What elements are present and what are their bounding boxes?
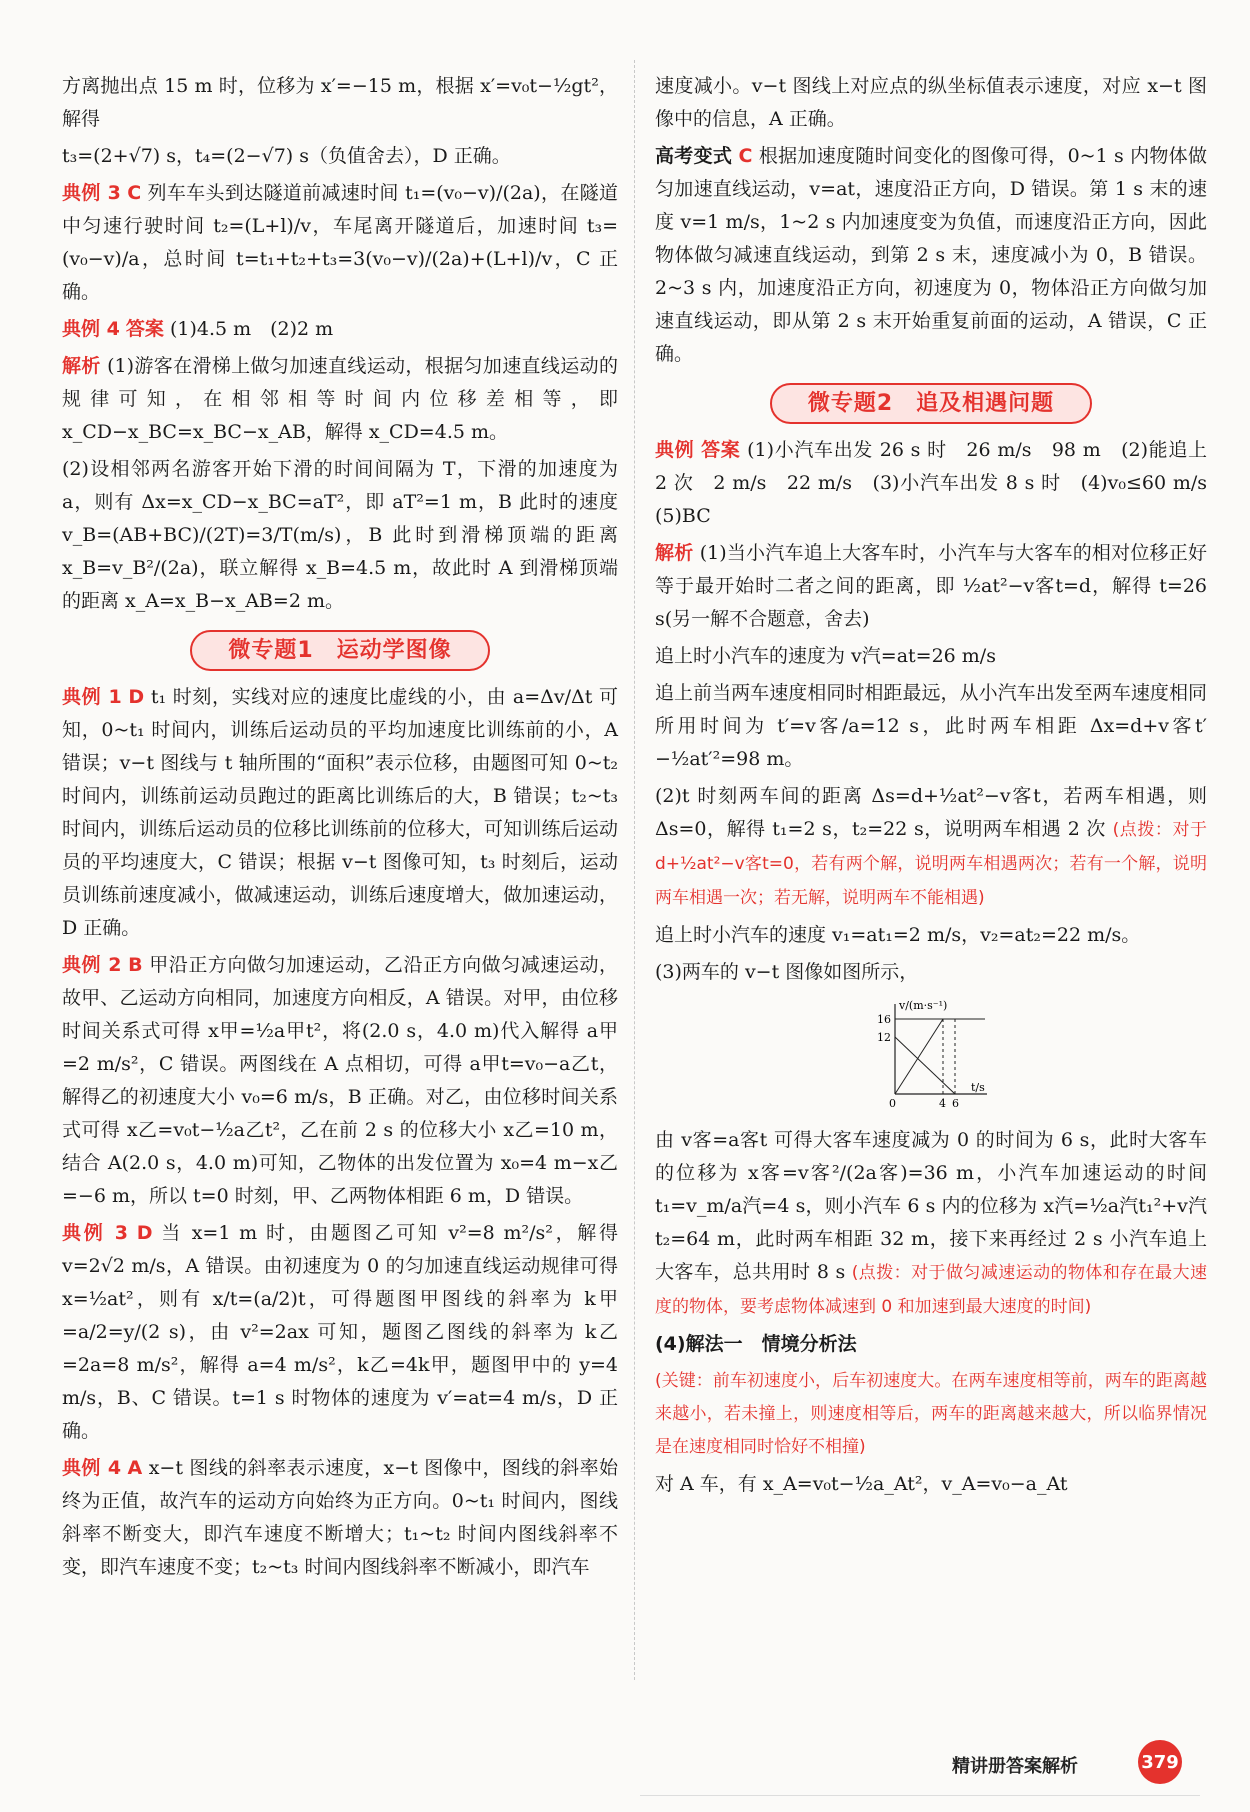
footer-title: 精讲册答案解析 <box>952 1756 1078 1777</box>
vt-graph-tick-6: 6 <box>952 1097 959 1109</box>
d1-answer: D <box>128 686 145 708</box>
variant-answer: C <box>738 145 753 167</box>
section-banner-2-title: 微专题2 追及相遇问题 <box>770 383 1092 424</box>
left-p1: t₃=(2+√7) s，t₄=(2−√7) s（负值舍去），D 正确。 <box>62 145 511 167</box>
d1-text: t₁ 时刻，实线对应的速度比虚线的小，由 a=Δv/Δt 可知，0~t₁ 时间内，训练后运动员的平均加速度比训练前的小，A 错误；v−t 图线与 t 轴所围的“面积”表示位移，由题图可知 0~t₂ 时间内，训练前运动员跑过的距离比训练后的大，B 错误；t₂~t₃ 时间内，训练后运动员的位移比训练前的位移大，可知训练后运动员的平均速度大，C 错误；根据 v−t 图像可知，t₃ 时刻后，运动员训练前速度减小，做减速运动，训练后速度增大，做加速运动，D 正确。 <box>62 686 619 939</box>
variant-text: 根据加速度随时间变化的图像可得，0~1 s 内物体做匀加速直线运动，v=at，速度沿正方向，D 错误。第 1 s 末的速度 v=1 m/s，1~2 s 内加速度变为负值，而速度沿正方向，因此物体做匀减速直线运动，到第 2 s 末，速度减小为 0，B 错误。2~3 s 内，加速度沿正方向，初速度为 0，物体沿正方向做匀加速直线运动，即从第 2 s 末开始重复前面的运动，A 错误，C 正确。 <box>655 145 1207 365</box>
example-3-text: 列车车头到达隧道前减速时间 t₁=(v₀−v)/(2a)，在隧道中匀速行驶时间 t₂=(L+l)/v，车尾离开隧道后，加速时间 t₃=(v₀−v)/a，总时间 t=t₁+t₂+t₃=3(v₀−v)/(2a)+(L+l)/v，C 正确。 <box>62 182 619 303</box>
d2-answer: B <box>128 954 143 976</box>
example-4-answer-label: 答案 <box>125 318 164 340</box>
d3-block <box>62 1217 618 1448</box>
d4-text: x−t 图线的斜率表示速度，x−t 图像中，图线的斜率始终为正值，故汽车的运动方向始终为正方向。0~t₁ 时间内，图线斜率不断变大，即汽车速度不断增大；t₁~t₂ 时间内图线斜率不变，即汽车速度不变；t₂~t₃ 时间内图线斜率不断减小，即汽车 <box>62 1457 618 1578</box>
solution-8: (4)解法一 情境分析法 <box>655 1333 857 1355</box>
solution-5: 追上时小汽车的速度 v₁=at₁=2 m/s，v₂=at₂=22 m/s。 <box>655 924 1141 946</box>
example-4-answer: (1)4.5 m (2)2 m <box>169 318 334 340</box>
example-heading: 典例 <box>655 439 695 461</box>
column-divider <box>634 60 635 1680</box>
hint-note-1: (点拨：对于 d+½at²−v客t=0，若有两个解，说明两车相遇两次；若有一个解，说明两车相遇一次；若无解，说明两车不能相遇) <box>655 820 1207 908</box>
vt-graph-car-line <box>895 1019 943 1094</box>
d1-heading: 典例 1 <box>62 686 122 708</box>
vt-graph-tick-0: 0 <box>889 1097 896 1109</box>
solution-4-text: (2)t 时刻两车间的距离 Δs=d+½at²−v客t，若两车相遇，则 Δs=0，解得 t₁=2 s，t₂=22 s，说明两车相遇 2 次 <box>655 785 1207 840</box>
example-answer: (1)小汽车出发 26 s 时 26 m/s 98 m (2)能追上 2 次 2 m/s 22 m/s (3)小汽车出发 8 s 时 (4)v₀≤60 m/s (5)BC <box>655 439 1227 527</box>
example-4-analysis-1 <box>62 350 618 449</box>
d3-text: 当 x=1 m 时，由题图乙可知 v²=8 m²/s²，解得 v=2√2 m/s，A 错误。由初速度为 0 的匀加速直线运动规律可得 x=½at²，则有 x/t=(a/2)t，可得题图甲图线的斜率为 k甲=a/2=y/(2 s)，由 v²=2ax 可知，题图乙图线的斜率为 k乙=2a=8 m/s²，解得 a=4 m/s²，k乙=4k甲，题图甲中的 y=4 m/s，B、C 错误。t=1 s 时物体的速度为 v′=at=4 m/s，D 正确。 <box>62 1222 618 1442</box>
example-answer-label: 答案 <box>701 439 741 461</box>
d4-block <box>62 1452 618 1584</box>
section-banner-1-title: 微专题1 运动学图像 <box>190 630 489 671</box>
solution-7-text: 由 v客=a客t 可得大客车速度减为 0 的时间为 6 s，此时大客车的位移为 x客=v客²/(2a客)=36 m，小汽车加速运动的时间 t₁=v_m/a汽=4 s，则小汽车 6 s 内的位移为 x汽=½a汽t₁²+v汽t₂=64 m，此时两车相距 32 m，接下来再经过 2 s 小汽车追上大客车，总共用时 8 s <box>655 1129 1207 1283</box>
example-4-answer-line <box>62 313 618 346</box>
vt-graph-y-label: v/(m·s⁻¹) <box>899 999 948 1012</box>
vt-graph-bus-line <box>895 1037 955 1094</box>
example-3-heading: 典例 3 <box>62 182 121 204</box>
example-4-analysis-2: (2)设相邻两名游客开始下滑的时间间隔为 T，下滑的加速度为 a，则有 Δx=x_CD−x_BC=aT²，即 aT²=1 m，B 此时的速度 v_B=(AB+BC)/(2T)=3/T(m/s)，B 此时到滑梯顶端的距离 x_B=v_B²/(2a)，联立解得 x_B=4.5 m，故此时 A 到滑梯顶端的距离 x_A=x_B−x_AB=2 m。 <box>62 458 618 612</box>
key-note-3: (关键：前车初速度小，后车初速度大。在两车速度相等前，两车的距离越来越小，若未撞上，则速度相等后，两车的距离越来越大，所以临界情况是在速度相同时恰好不相撞) <box>655 1371 1207 1457</box>
variant-block <box>655 140 1207 371</box>
example-4-heading: 典例 4 <box>62 318 120 340</box>
page-number-badge: 379 <box>1138 1740 1182 1784</box>
vt-graph-tick-16: 16 <box>877 1013 891 1026</box>
section-banner-2 <box>655 383 1207 424</box>
solution-1-text: (1)当小汽车追上大客车时，小汽车与大客车的相对位移正好等于最开始时二者之间的距离，即 ½at²−v客t=d，解得 t=26 s(另一解不合题意，舍去) <box>655 542 1207 630</box>
d3-answer: D <box>136 1222 153 1244</box>
left-p0: 方离抛出点 15 m 时，位移为 x′=−15 m，根据 x′=v₀t−½gt²，解得 <box>62 75 618 130</box>
d4-answer: A <box>127 1457 143 1479</box>
d3-heading: 典例 3 <box>62 1222 128 1244</box>
d2-heading: 典例 2 <box>62 954 122 976</box>
right-r0: 速度减小。v−t 图线上对应点的纵坐标值表示速度，对应 x−t 图像中的信息，A 正确。 <box>655 75 1207 130</box>
hint-note-2: (点拨：对于做匀减速运动的物体和存在最大速度的物体，要考虑物体减速到 0 和加速到最大速度的时间) <box>655 1263 1208 1317</box>
solution-3: 追上前当两车速度相同时相距最远，从小汽车出发至两车速度相同所用时间为 t′=v客/a=12 s，此时两车相距 Δx=d+v客t′−½at′²=98 m。 <box>655 682 1207 770</box>
vt-graph <box>875 999 995 1109</box>
vt-graph-x-label: t/s <box>971 1081 985 1094</box>
solution-7 <box>655 1124 1207 1324</box>
example-4-analysis-1-text: (1)游客在滑梯上做匀加速直线运动，根据匀加速直线运动的规律可知，在相邻相等时间内位移差相等，即 x_CD−x_BC=x_BC−x_AB，解得 x_CD=4.5 m。 <box>62 355 618 443</box>
solution-2: 追上时小汽车的速度为 v汽=at=26 m/s <box>655 645 996 667</box>
solution-6: (3)两车的 v−t 图像如图所示， <box>655 961 919 983</box>
d2-block <box>62 949 618 1213</box>
vt-graph-tick-4: 4 <box>939 1097 946 1109</box>
analysis-label-right: 解析 <box>655 542 694 564</box>
analysis-label: 解析 <box>62 355 101 377</box>
right-column <box>655 70 1227 1505</box>
left-column <box>62 70 618 1588</box>
variant-heading: 高考变式 <box>655 145 733 167</box>
example-answer-line <box>655 434 1227 533</box>
example-3-block <box>62 177 618 309</box>
solution-4 <box>655 780 1207 915</box>
example-3-answer: C <box>127 182 142 204</box>
d4-heading: 典例 4 <box>62 1457 122 1479</box>
solution-1 <box>655 537 1207 636</box>
section-banner-1 <box>62 630 618 671</box>
solution-9: 对 A 车，有 x_A=v₀t−½a_At²，v_A=v₀−a_At <box>655 1473 1068 1495</box>
footer-rule <box>640 1795 1200 1796</box>
vt-graph-tick-12: 12 <box>877 1031 891 1044</box>
d2-text: 甲沿正方向做匀加速运动，乙沿正方向做匀减速运动，故甲、乙运动方向相同，加速度方向相反，A 错误。对甲，由位移时间关系式可得 x甲=½a甲t²，将(2.0 s，4.0 m)代入解得 a甲=2 m/s²，C 错误。两图线在 A 点相切，可得 a甲t=v₀−a乙t，解得乙的初速度大小 v₀=6 m/s，B 正确。对乙，由位移时间关系式可得 x乙=v₀t−½a乙t²，乙在前 2 s 的位移大小 x乙=10 m，结合 A(2.0 s，4.0 m)可知，乙物体的出发位置为 x₀=4 m−x乙=−6 m，所以 t=0 时刻，甲、乙两物体相距 6 m，D 错误。 <box>62 954 619 1207</box>
d1-block <box>62 681 618 945</box>
